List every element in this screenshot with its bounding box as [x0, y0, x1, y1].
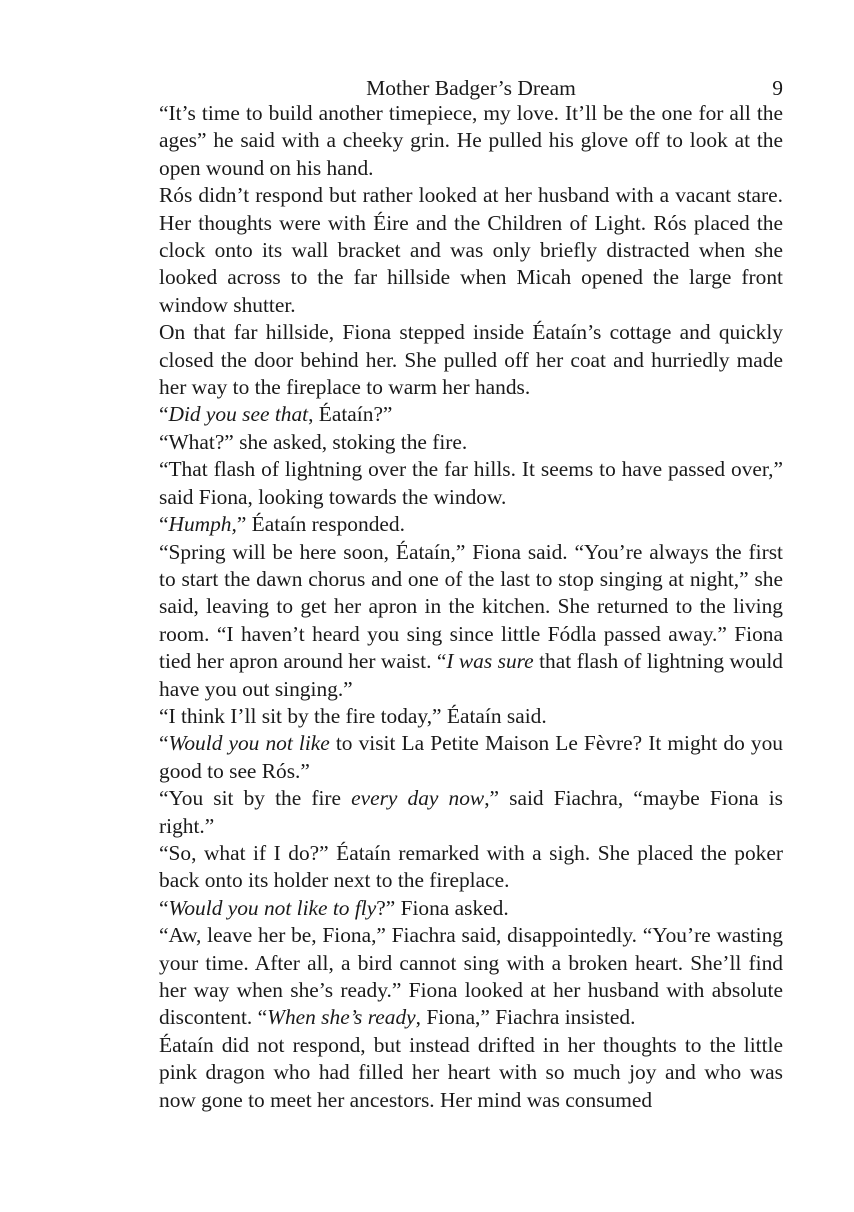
paragraph — [159, 785, 783, 840]
paragraph — [159, 429, 783, 456]
text-run: “Aw, leave her be, Fiona,” Fiachra said, disappointedly. “You’re wasting your time. After all, a bird cannot sing with a broken heart. She’ll find her way when she’s ready.” Fiona looked at her husband with absolute discontent. “ — [159, 923, 783, 1030]
italic-text: Humph, — [168, 512, 237, 537]
paragraph — [159, 511, 783, 538]
italic-text: When she’s ready — [267, 1005, 416, 1030]
paragraph — [159, 703, 783, 730]
text-run: On that far hillside, Fiona stepped inside Éataín’s cottage and quickly closed the door behind her. She pulled off her coat and hurriedly made her way to the fireplace to warm her hands. — [159, 320, 783, 400]
text-run: ,” said Fiachra, “maybe Fiona is right.” — [159, 786, 783, 838]
text-run: , Éataín?” — [308, 402, 393, 427]
text-run: “Spring will be here soon, Éataín,” Fiona said. “You’re always the first to start the dawn chorus and one of the last to stop singing at night,” she said, leaving to get her apron in the kitchen. She returned to the living room. “I haven’t heard you sing since little Fódla passed away.” Fiona tied her apron around her waist. “ — [159, 539, 783, 674]
paragraph — [159, 895, 783, 922]
text-run: “So, what if I do?” Éataín remarked with a sigh. She placed the poker back onto its holder next to the fireplace. — [159, 840, 783, 893]
text-run: , Fiona,” Fiachra insisted. — [415, 1005, 636, 1030]
text-run: “That flash of lightning over the far hills. It seems to have passed over,” said Fiona, looking towards the window. — [159, 457, 783, 509]
italic-text: every day now — [351, 786, 485, 811]
paragraph — [159, 456, 783, 511]
paragraph — [159, 100, 783, 182]
paragraph — [159, 539, 783, 703]
paragraph — [159, 319, 783, 401]
text-run: “It’s time to build another timepiece, my love. It’ll be the one for all the ages” he said with a cheeky grin. He pulled his glove off to look at the open wound on his hand. — [159, 101, 783, 180]
text-run: that flash of lightning would have you out singing.” — [159, 649, 783, 701]
text-run: “You sit by the fire — [159, 786, 352, 811]
italic-text: Did you see that — [168, 402, 309, 427]
paragraph — [159, 401, 783, 428]
italic-text: I was sure — [446, 649, 534, 674]
text-run: “I think I’ll sit by the fire today,” Éataín said. — [159, 703, 547, 728]
text-run: “ — [159, 731, 169, 756]
text-run: to visit La Petite Maison Le Fèvre? It might do you good to see Rós.” — [159, 731, 783, 783]
page-number: 9 — [772, 76, 783, 100]
text-run: Rós didn’t respond but rather looked at her husband with a vacant stare. Her thoughts were with Éire and the Children of Light. Rós placed the clock onto its wall bracket and was only briefly distracted when she looked across to the far hillside when Micah opened the large front window shutter. — [159, 183, 783, 317]
paragraph — [159, 922, 783, 1032]
italic-text: Would you not like to fly — [168, 895, 377, 920]
body-text — [159, 100, 783, 1114]
italic-text: Would you not like — [168, 731, 330, 756]
text-run: “ — [159, 895, 169, 920]
paragraph — [159, 730, 783, 785]
header-title: Mother Badger’s Dream — [366, 76, 576, 100]
text-run: ” Éataín responded. — [236, 512, 405, 537]
text-run: Éataín did not respond, but instead drifted in her thoughts to the little pink dragon who had filled her heart with so much joy and who was now gone to meet her ancestors. Her mind was consumed — [159, 1032, 783, 1112]
text-run: “What?” she asked, stoking the fire. — [159, 429, 468, 454]
text-run: “ — [159, 402, 169, 427]
paragraph — [159, 1032, 783, 1114]
paragraph — [159, 840, 783, 895]
running-header — [159, 74, 783, 102]
text-run: ?” Fiona asked. — [376, 895, 509, 920]
paragraph — [159, 182, 783, 319]
text-run: “ — [159, 512, 169, 537]
